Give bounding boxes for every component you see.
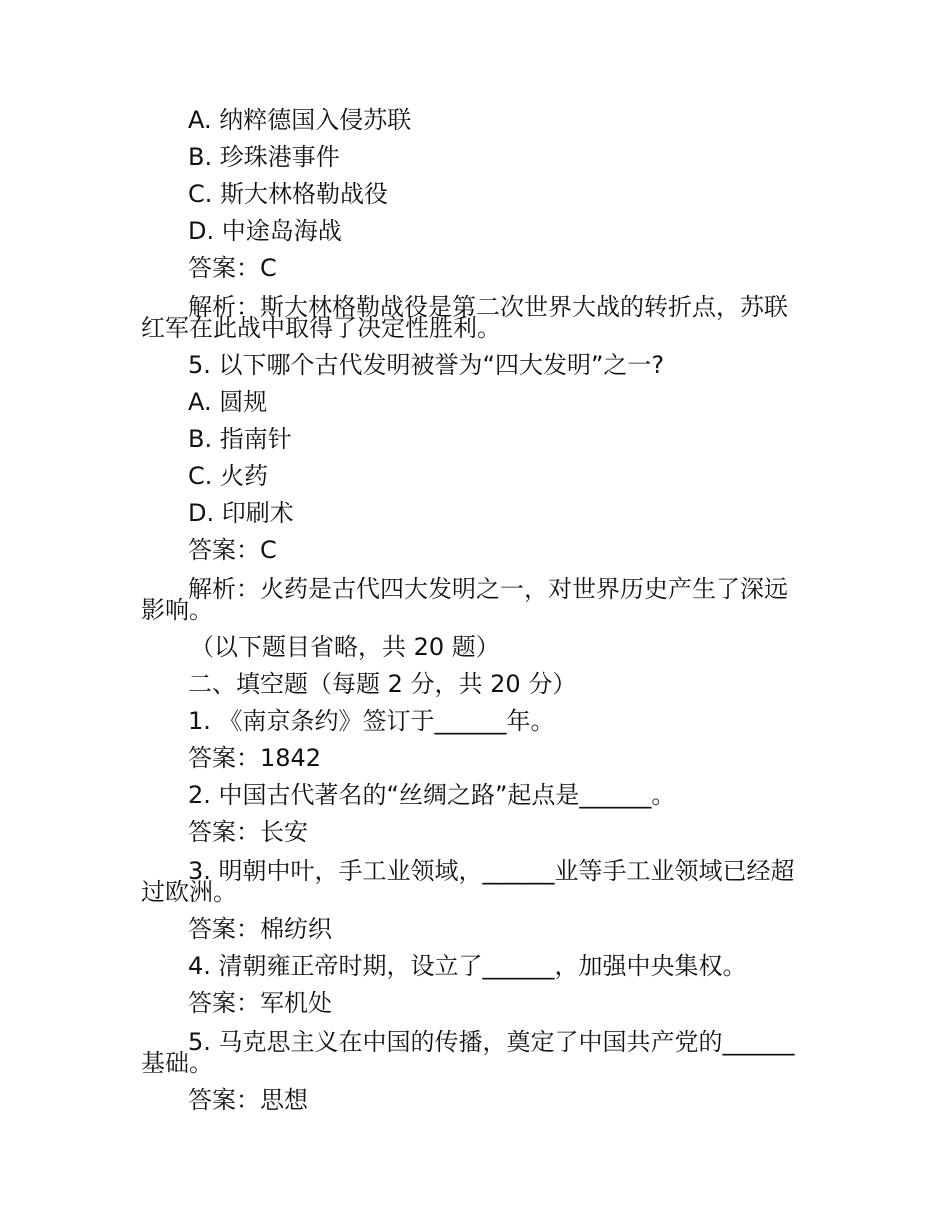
q5-option-d: D. 印刷术 (188, 499, 294, 527)
q4-option-d: D. 中途岛海战 (188, 217, 342, 245)
fill-q2-answer: 答案：长安 (188, 818, 308, 846)
q5-analysis-line1: 解析：火药是古代四大发明之一，对世界历史产生了深远 (188, 575, 788, 603)
fill-q1-answer: 答案：1842 (188, 744, 322, 772)
fill-q4-answer: 答案：军机处 (188, 989, 332, 1017)
q5-option-b: B. 指南针 (188, 425, 292, 453)
fill-q3-answer: 答案：棉纺织 (188, 915, 332, 943)
q4-option-a: A. 纳粹德国入侵苏联 (188, 106, 412, 134)
q5-option-a: A. 圆规 (188, 388, 268, 416)
q4-analysis-line2: 红军在此战中取得了决定性胜利。 (141, 314, 501, 342)
omitted-note: （以下题目省略，共 20 题） (190, 633, 500, 661)
fill-q3-line2: 过欧洲。 (141, 878, 237, 906)
section2-heading: 二、填空题（每题 2 分，共 20 分） (188, 670, 577, 698)
q5-answer: 答案：C (188, 536, 277, 564)
fill-q5-line1: 5. 马克思主义在中国的传播，奠定了中国共产党的______ (188, 1028, 795, 1056)
fill-q5-answer: 答案：思想 (188, 1086, 308, 1114)
fill-q1: 1. 《南京条约》签订于______年。 (188, 707, 555, 735)
fill-q4: 4. 清朝雍正帝时期，设立了______，加强中央集权。 (188, 952, 747, 980)
fill-q3-line1: 3. 明朝中叶，手工业领域，______业等手工业领域已经超 (188, 857, 795, 885)
q4-option-c: C. 斯大林格勒战役 (188, 180, 389, 208)
q4-answer: 答案：C (188, 254, 277, 282)
q4-option-b: B. 珍珠港事件 (188, 143, 340, 171)
q5-analysis-line2: 影响。 (141, 596, 213, 624)
q5-question: 5. 以下哪个古代发明被誉为“四大发明”之一? (188, 351, 665, 379)
fill-q5-line2: 基础。 (141, 1049, 213, 1077)
fill-q2: 2. 中国古代著名的“丝绸之路”起点是______。 (188, 781, 676, 809)
q4-analysis-line1: 解析：斯大林格勒战役是第二次世界大战的转折点，苏联 (188, 293, 788, 321)
q5-option-c: C. 火药 (188, 462, 269, 490)
